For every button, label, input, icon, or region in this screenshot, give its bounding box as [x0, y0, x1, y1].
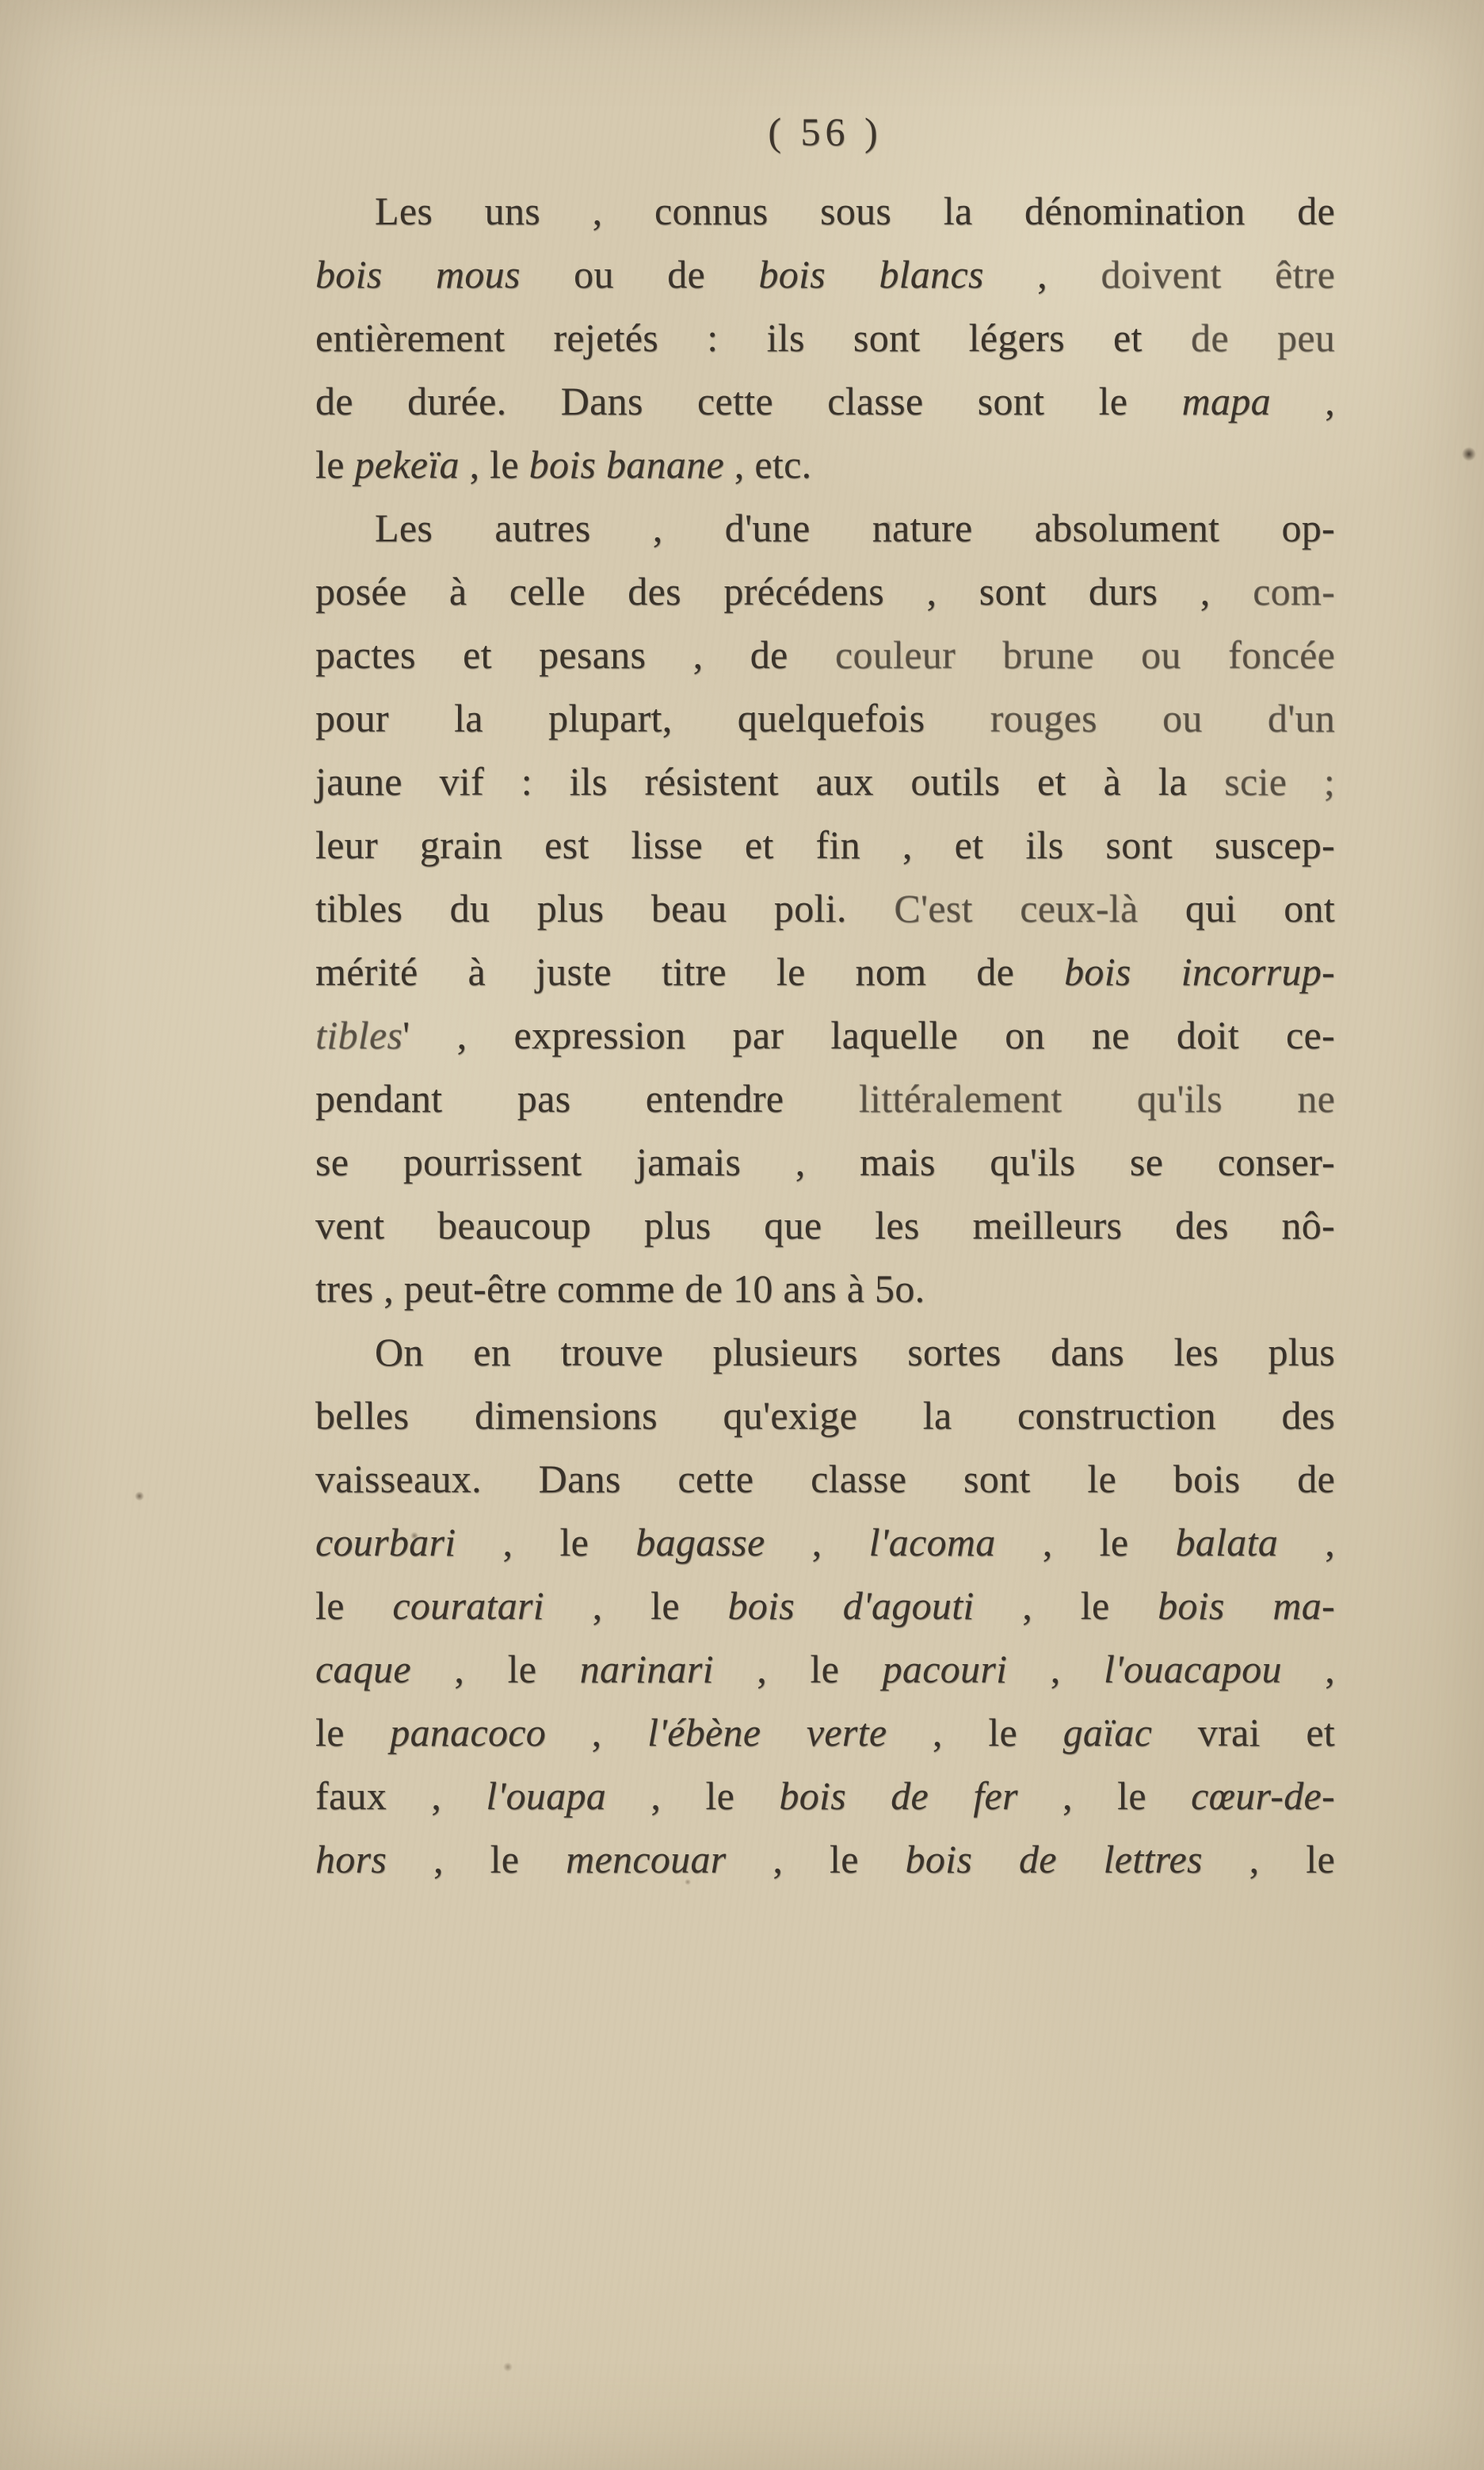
text-segment: , [1281, 1647, 1335, 1691]
text-segment: le [315, 442, 355, 487]
text-line [315, 1384, 1335, 1447]
italic-text-segment: bois mous [315, 252, 521, 296]
text-line [315, 1320, 1335, 1384]
italic-text-segment: bois ma- [1158, 1583, 1335, 1628]
italic-text-segment: courbari [315, 1520, 456, 1564]
text-line [315, 940, 1335, 1003]
page-text [315, 179, 1335, 1891]
italic-text-segment: mencouar [566, 1837, 727, 1881]
text-line [315, 433, 1335, 496]
text-segment: vaisseaux. Dans cette classe sont le bois de [315, 1456, 1335, 1501]
text-line [315, 1827, 1335, 1891]
text-segment: doivent être [1101, 252, 1335, 296]
text-segment: littéralement qu'ils ne [858, 1076, 1335, 1120]
text-segment: ou de [520, 252, 759, 296]
italic-text-segment: narinari [579, 1647, 714, 1691]
text-line [315, 876, 1335, 940]
text-segment: , etc. [724, 442, 812, 487]
text-segment: , [546, 1710, 648, 1754]
italic-text-segment: cœur-de- [1191, 1773, 1335, 1818]
text-line [315, 1257, 1335, 1320]
italic-text-segment: gaïac [1062, 1710, 1153, 1754]
italic-text-segment: bagasse [635, 1520, 765, 1564]
text-segment: , le [1202, 1837, 1335, 1881]
text-line [315, 1764, 1335, 1827]
page-number-header: ( 56 ) [768, 109, 883, 154]
text-segment: de peu [1190, 315, 1335, 360]
text-segment: , le [459, 442, 529, 487]
italic-text-segment: bois d'agouti [727, 1583, 975, 1628]
text-line [315, 306, 1335, 369]
text-segment: entièrement rejetés : ils sont légers et [315, 315, 1191, 360]
text-line [315, 1130, 1335, 1193]
text-line [315, 559, 1335, 623]
text-segment: leur grain est lisse et fin , et ils sont suscep- [315, 823, 1335, 867]
text-segment: rouges ou d'un [990, 696, 1335, 740]
text-line [315, 1701, 1335, 1764]
italic-text-segment: l'acoma [868, 1520, 996, 1564]
italic-text-segment: balata [1175, 1520, 1279, 1564]
italic-text-segment: couratari [392, 1583, 544, 1628]
text-segment: vrai et [1152, 1710, 1336, 1754]
italic-text-segment: l'ouapa [486, 1773, 607, 1818]
text-segment: , le [887, 1710, 1063, 1754]
text-segment: , [1007, 1647, 1104, 1691]
text-line [315, 750, 1335, 813]
text-line [315, 369, 1335, 433]
italic-text-segment: bois banane [528, 442, 724, 487]
text-segment: qui ont [1138, 886, 1335, 930]
text-segment: ' , expression par laquelle on ne doit ce- [402, 1013, 1335, 1057]
text-segment: , le [456, 1520, 636, 1564]
text-line [315, 1510, 1335, 1574]
text-segment: com- [1253, 569, 1335, 613]
text-line [315, 1447, 1335, 1510]
text-segment: pendant pas entendre [315, 1076, 859, 1120]
text-segment: , le [726, 1837, 906, 1881]
text-line [315, 242, 1335, 306]
text-segment: le [315, 1710, 391, 1754]
text-segment: pactes et pesans , de [315, 632, 835, 677]
text-segment: , [983, 252, 1101, 296]
text-segment: Les autres , d'une nature absolument op- [375, 506, 1335, 550]
text-segment: de durée. Dans cette classe sont le [315, 379, 1182, 423]
italic-text-segment: pacouri [882, 1647, 1008, 1691]
text-segment: , le [606, 1773, 780, 1818]
text-line [315, 1193, 1335, 1257]
text-segment: , le [974, 1583, 1158, 1628]
text-segment: pour la plupart, quelquefois [315, 696, 990, 740]
text-segment: C'est ceux-là [894, 886, 1139, 930]
text-segment: faux , [315, 1773, 486, 1818]
text-segment: se pourrissent jamais , mais qu'ils se conser- [315, 1140, 1335, 1184]
text-line [315, 496, 1335, 559]
italic-text-segment: l'ouacapou [1103, 1647, 1282, 1691]
text-segment: On en trouve plusieurs sortes dans les plus [375, 1330, 1335, 1374]
text-line [315, 1003, 1335, 1067]
text-line [315, 813, 1335, 876]
italic-text-segment: bois incorrup- [1064, 949, 1335, 994]
text-segment: vent beaucoup plus que les meilleurs des nô- [315, 1203, 1335, 1247]
italic-text-segment: caque [315, 1647, 411, 1691]
text-segment: , le [544, 1583, 728, 1628]
italic-text-segment: bois de lettres [905, 1837, 1203, 1881]
text-segment: , le [995, 1520, 1176, 1564]
text-segment: le [315, 1583, 393, 1628]
italic-text-segment: mapa [1181, 379, 1271, 423]
italic-text-segment: l'ébène verte [647, 1710, 887, 1754]
text-segment: , le [410, 1647, 580, 1691]
text-line [315, 1067, 1335, 1130]
italic-text-segment: bois blancs [758, 252, 984, 296]
text-line [315, 179, 1335, 242]
text-segment: , le [1017, 1773, 1192, 1818]
text-line [315, 1637, 1335, 1701]
text-segment: , [765, 1520, 869, 1564]
text-segment: , le [387, 1837, 567, 1881]
italic-text-segment: hors [315, 1837, 387, 1881]
italic-text-segment: bois de fer [779, 1773, 1018, 1818]
text-line [315, 623, 1335, 686]
text-segment: tibles du plus beau poli. [315, 886, 895, 930]
text-segment: mérité à juste titre le nom de [315, 949, 1065, 994]
text-segment: , [1270, 379, 1335, 423]
italic-text-segment: pekeïa [354, 442, 460, 487]
text-segment: tres , peut-être comme de 10 ans à 5o. [315, 1266, 925, 1311]
text-line [315, 686, 1335, 750]
italic-text-segment: panacoco [390, 1710, 547, 1754]
text-segment: , le [713, 1647, 883, 1691]
text-segment: posée à celle des précédens , sont durs , [315, 569, 1253, 613]
text-segment: Les uns , connus sous la dénomination de [375, 189, 1335, 233]
text-segment: scie ; [1224, 759, 1335, 804]
text-segment: couleur brune ou foncée [834, 632, 1336, 677]
text-line [315, 1574, 1335, 1637]
text-segment: , [1278, 1520, 1336, 1564]
text-segment: jaune vif : ils résistent aux outils et à la [315, 759, 1225, 804]
text-segment: belles dimensions qu'exige la construction des [315, 1393, 1335, 1437]
italic-text-segment: tibles [315, 1013, 403, 1057]
